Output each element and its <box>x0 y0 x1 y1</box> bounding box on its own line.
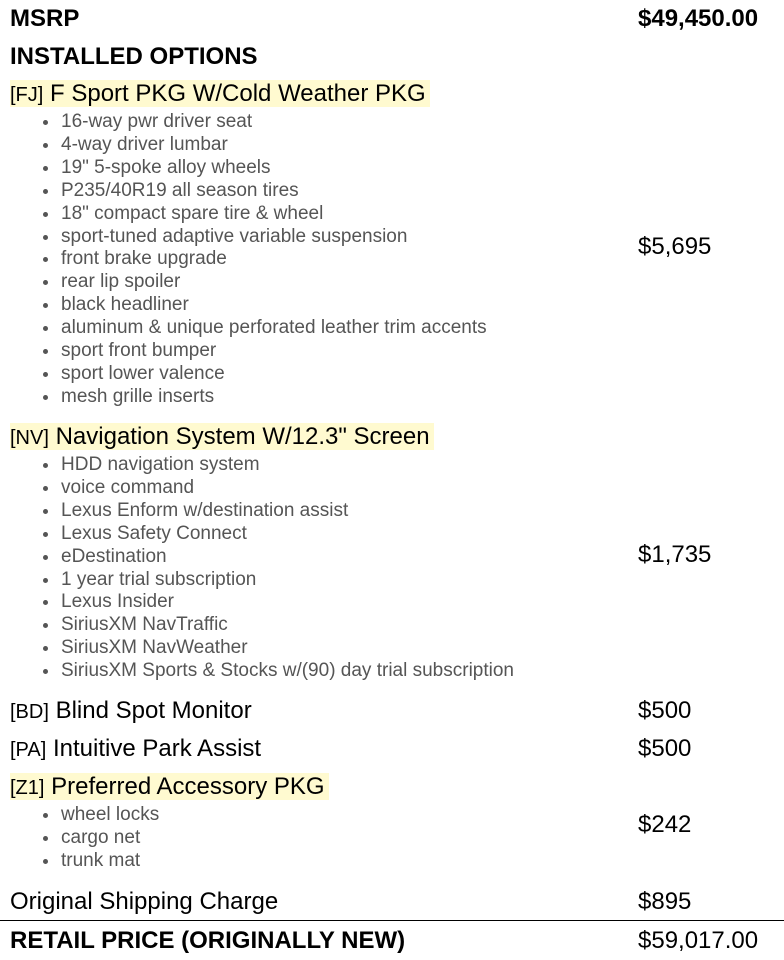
feature-item: • 4-way driver lumbar <box>60 134 487 157</box>
msrp-label: MSRP <box>10 5 80 32</box>
package-name: Blind Spot Monitor <box>55 697 252 724</box>
feature-item: • HDD navigation system <box>60 454 514 477</box>
feature-item: • SiriusXM Sports & Stocks w/(90) day trial subscription <box>60 660 514 683</box>
feature-item: • aluminum & unique perforated leather trim accents <box>60 317 487 340</box>
package-price-nv: $1,735 <box>638 541 712 568</box>
package-name: Preferred Accessory PKG <box>51 773 325 800</box>
package-title-nv <box>10 423 434 451</box>
feature-item: • P235/40R19 all season tires <box>60 180 487 203</box>
feature-item: • Lexus Safety Connect <box>60 523 514 546</box>
feature-item: • sport lower valence <box>60 363 487 386</box>
feature-item: • sport front bumper <box>60 340 487 363</box>
package-price-bd: $500 <box>638 697 692 724</box>
feature-item: • sport-tuned adaptive variable suspension <box>60 226 487 249</box>
package-code: [Z1] <box>10 777 45 799</box>
package-code: [NV] <box>10 427 49 449</box>
package-title-pa <box>10 735 261 763</box>
feature-item: • mesh grille inserts <box>60 386 487 409</box>
installed-options-heading: INSTALLED OPTIONS <box>10 43 258 70</box>
package-features-nv <box>42 454 514 683</box>
feature-item: • eDestination <box>60 546 514 569</box>
retail-price-label: RETAIL PRICE (ORIGINALLY NEW) <box>10 927 406 954</box>
package-code: [FJ] <box>10 84 44 106</box>
feature-item: • 19" 5-spoke alloy wheels <box>60 157 487 180</box>
package-code: [PA] <box>10 739 47 761</box>
feature-item: • front brake upgrade <box>60 248 487 271</box>
package-title-bd <box>10 697 252 725</box>
feature-item: • SiriusXM NavTraffic <box>60 614 514 637</box>
retail-price-value: $59,017.00 <box>638 927 759 954</box>
feature-item: • 16-way pwr driver seat <box>60 111 487 134</box>
total-divider <box>0 920 784 921</box>
feature-item: • wheel locks <box>60 804 159 827</box>
feature-item: • rear lip spoiler <box>60 271 487 294</box>
feature-item: • Lexus Enform w/destination assist <box>60 500 514 523</box>
package-features-fj <box>42 111 487 409</box>
feature-item: • cargo net <box>60 827 159 850</box>
package-name: Intuitive Park Assist <box>52 735 262 762</box>
package-price-fj: $5,695 <box>638 233 712 260</box>
package-name: Navigation System W/12.3" Screen <box>55 423 430 450</box>
feature-item: • trunk mat <box>60 850 159 873</box>
package-price-z1: $242 <box>638 811 692 838</box>
feature-item: • black headliner <box>60 294 487 317</box>
feature-item: • 1 year trial subscription <box>60 569 514 592</box>
package-price-pa: $500 <box>638 735 692 762</box>
feature-item: • 18" compact spare tire & wheel <box>60 203 487 226</box>
package-features-z1 <box>42 804 159 873</box>
msrp-value: $49,450.00 <box>638 5 759 32</box>
package-title-fj <box>10 80 430 108</box>
feature-item: • SiriusXM NavWeather <box>60 637 514 660</box>
package-code: [BD] <box>10 701 49 723</box>
package-title-z1 <box>10 773 329 801</box>
shipping-label: Original Shipping Charge <box>10 888 279 915</box>
package-name: F Sport PKG W/Cold Weather PKG <box>50 80 426 107</box>
shipping-value: $895 <box>638 888 692 915</box>
feature-item: • Lexus Insider <box>60 591 514 614</box>
feature-item: • voice command <box>60 477 514 500</box>
